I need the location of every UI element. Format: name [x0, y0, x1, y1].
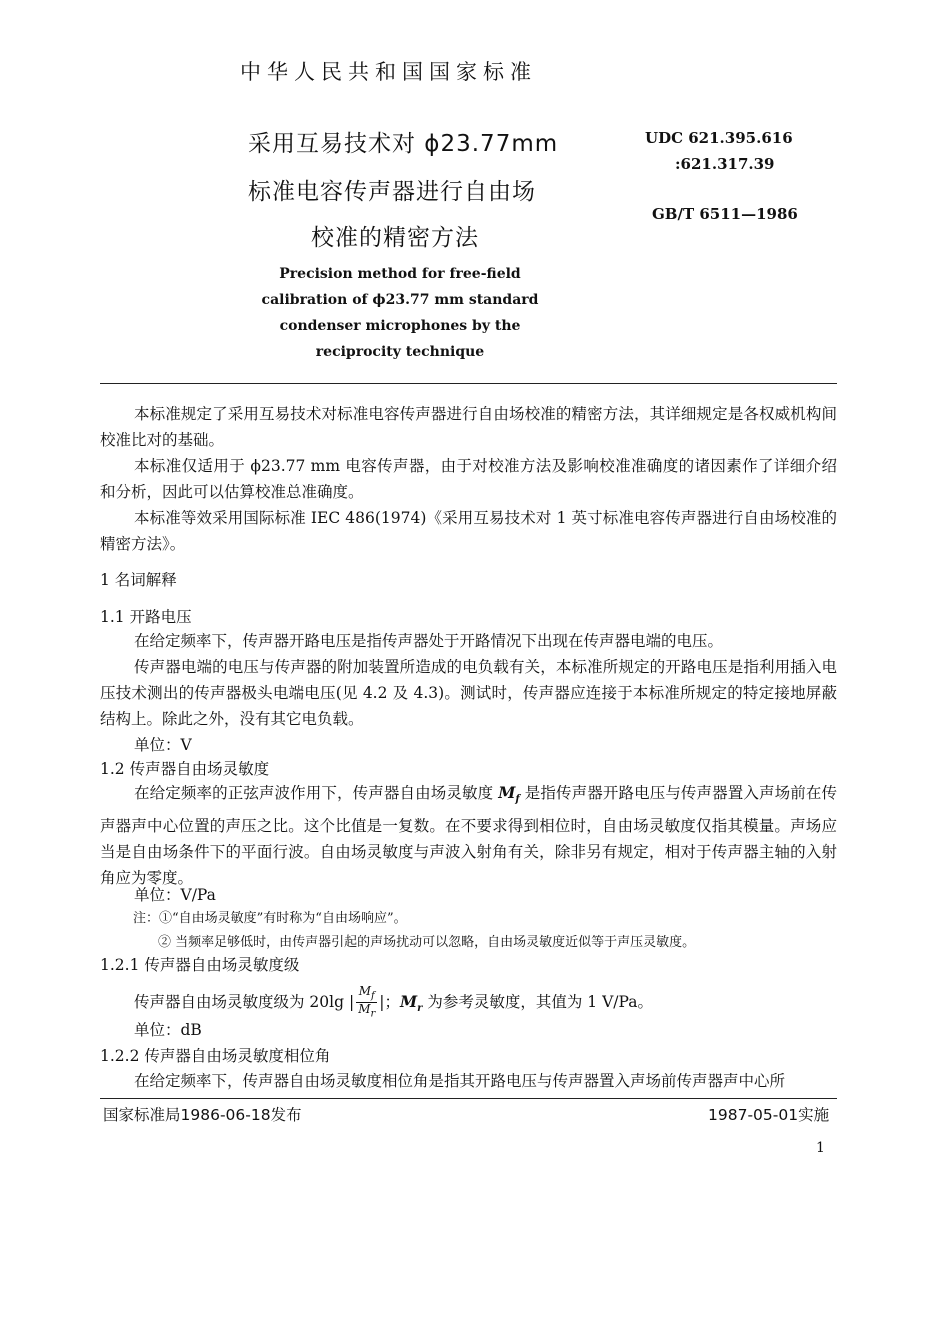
note-2: ② 当频率足够低时，由传声器引起的声场扰动可以忽略，自由场灵敏度近似等于声压灵敏度。	[158, 935, 696, 950]
title-line-1: 采用互易技术对 ϕ23.77mm	[248, 131, 559, 157]
section-1-1-paragraph-1: 在给定频率下，传声器开路电压是指传声器处于开路情况下出现在传声器电端的电压。	[134, 632, 724, 650]
section-1-2-2-paragraph-1: 在给定频率下，传声器自由场灵敏度相位角是指其开路电压与传声器置入声场前传声器声中心所	[134, 1072, 786, 1090]
section-1-1-unit: 单位：V	[134, 736, 192, 754]
symbol-m: M	[498, 783, 516, 802]
section-1-2-1-unit: 单位：dB	[134, 1021, 202, 1039]
sensitivity-ratio-fraction: $\frac{M_f}{M_r}$	[358, 984, 376, 1020]
section-1-heading: 1 名词解释	[100, 571, 177, 589]
section-1-2-paragraph-1: 在给定频率的正弦声波作用下，传声器自由场灵敏度 $M_f$ 是指传声器开路电压与传声器置入声场前在传声器声中心位置的声压之比。这个比值是一复数。在不要求得到相位时，自由场灵敏度仅指其模量。声场应当是自由场条件下的平面行波。自由场灵敏度与声波入射角有关，除非另有规定，相对于传声器主轴的入射角应为零度。	[100, 783, 837, 888]
effective-date: 1987-05-01实施	[708, 1106, 830, 1124]
note-1: 注：①“自由场灵敏度”有时称为“自由场响应”。	[133, 911, 407, 926]
intro-paragraph-3: 本标准等效采用国际标准 IEC 486(1974)《采用互易技术对 1 英寸标准电容传声器进行自由场校准的精密方法》。	[100, 509, 837, 553]
english-title-line-1: Precision method for free-field	[279, 266, 521, 282]
udc-code-line-2: :621.317.39	[675, 155, 775, 173]
symbol-subscript: f	[515, 794, 520, 806]
intro-paragraph-2: 本标准仅适用于 ϕ23.77 mm 电容传声器，由于对校准方法及影响校准准确度的诸因素作了详细介绍和分析，因此可以估算校准总准确度。	[100, 457, 837, 501]
intro-paragraph-1: 本标准规定了采用互易技术对标准电容传声器进行自由场校准的精密方法，其详细规定是各权威机构间校准比对的基础。	[100, 405, 837, 449]
section-1-2-1-heading: 1.2.1 传声器自由场灵敏度级	[100, 956, 300, 974]
section-1-2-unit: 单位：V/Pa	[134, 886, 216, 904]
section-1-1-heading: 1.1 开路电压	[100, 608, 192, 626]
section-1-2-2-heading: 1.2.2 传声器自由场灵敏度相位角	[100, 1047, 331, 1065]
section-1-1-paragraph-2: 传声器电端的电压与传声器的附加装置所造成的电负载有关，本标准所规定的开路电压是指利用插入电压技术测出的传声器极头电端电压(见 4.2 及 4.3)。测试时，传声器应连接于本标准所规定的特定接地屏蔽结构上。除此之外，没有其它电负载。	[100, 658, 837, 728]
header-divider	[100, 383, 837, 384]
national-standard-label: 中华人民共和国国家标准	[240, 60, 537, 84]
footer-divider	[100, 1098, 837, 1099]
title-line-3: 校准的精密方法	[311, 225, 479, 251]
section-1-2-heading: 1.2 传声器自由场灵敏度	[100, 760, 270, 778]
page-number: 1	[816, 1140, 825, 1156]
english-title-line-3: condenser microphones by the	[279, 318, 521, 334]
english-title-line-2: calibration of ϕ23.77 mm standard	[261, 292, 539, 308]
english-title-line-4: reciprocity technique	[315, 344, 485, 360]
issued-date: 国家标准局1986-06-18发布	[103, 1106, 302, 1124]
section-1-2-1-formula-text: 传声器自由场灵敏度级为 20lg | $\frac{M_f}{M_r}$ |；$M_r$ 为参考灵敏度，其值为 1 V/Pa。	[134, 984, 653, 1020]
title-line-2: 标准电容传声器进行自由场	[248, 179, 536, 205]
gb-standard-number: GB/T 6511—1986	[652, 205, 798, 223]
udc-code-line-1: UDC 621.395.616	[645, 129, 793, 147]
